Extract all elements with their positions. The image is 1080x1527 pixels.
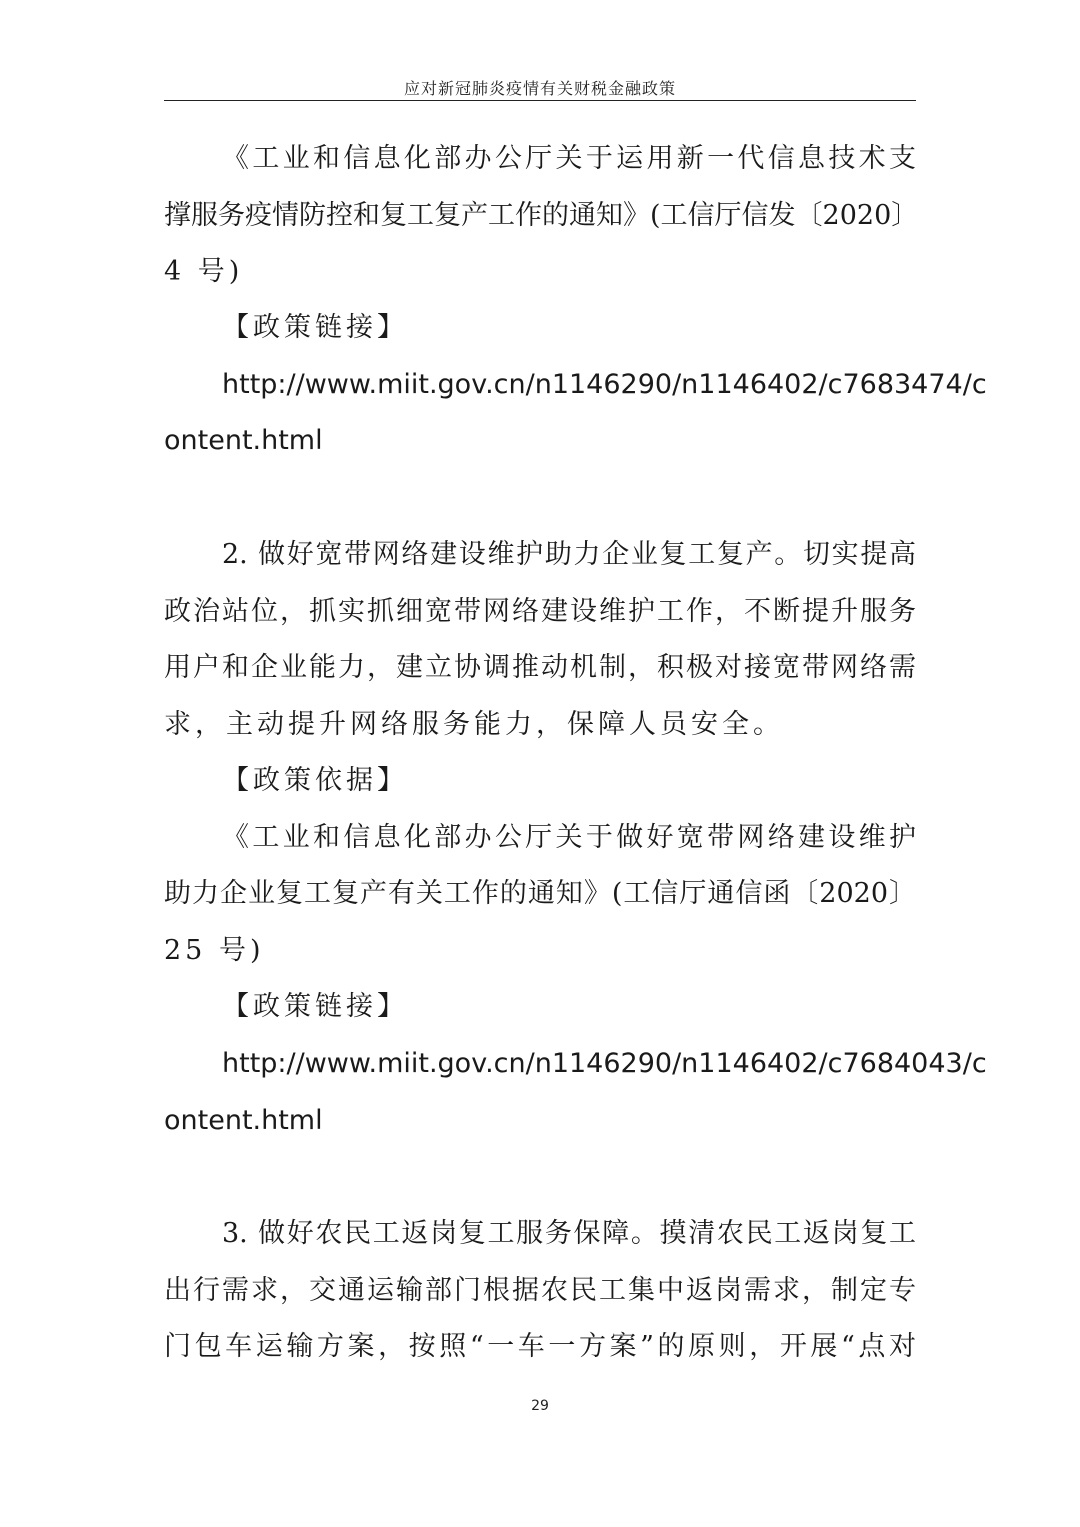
policy-link-url[interactable]: http://www.miit.gov.cn/n1146290/n1146402/c7683474/c bbox=[222, 369, 987, 400]
policy-basis-line: 25 号) bbox=[164, 935, 265, 966]
paragraph-line: 政治站位，抓实抓细宽带网络建设维护工作，不断提升服务 bbox=[164, 596, 916, 627]
policy-basis-heading: 【政策依据】 bbox=[222, 765, 408, 796]
policy-basis-line: 撑服务疫情防控和复工复产工作的通知》(工信厅信发〔2020〕 bbox=[164, 200, 919, 231]
paragraph-line: 3. 做好农民工返岗复工服务保障。摸清农民工返岗复工 bbox=[222, 1218, 916, 1249]
paragraph-line: 出行需求，交通运输部门根据农民工集中返岗需求，制定专 bbox=[164, 1275, 916, 1306]
policy-link-url[interactable]: http://www.miit.gov.cn/n1146290/n1146402/c7684043/c bbox=[222, 1048, 987, 1079]
paragraph-line: 2. 做好宽带网络建设维护助力企业复工复产。切实提高 bbox=[222, 539, 916, 570]
policy-basis-line: 助力企业复工复产有关工作的通知》(工信厅通信函〔2020〕 bbox=[164, 878, 916, 909]
paragraph-line: 门包车运输方案，按照“一车一方案”的原则，开展“点对 bbox=[164, 1331, 916, 1362]
policy-link-heading: 【政策链接】 bbox=[222, 991, 408, 1022]
running-header: 应对新冠肺炎疫情有关财税金融政策 bbox=[403, 79, 676, 98]
policy-link-heading: 【政策链接】 bbox=[222, 312, 408, 343]
policy-basis-line: 《工业和信息化部办公厅关于做好宽带网络建设维护 bbox=[222, 822, 916, 853]
policy-basis-line: 4 号) bbox=[164, 256, 244, 287]
paragraph-line: 求，主动提升网络服务能力，保障人员安全。 bbox=[164, 709, 784, 740]
page-number: 29 bbox=[531, 1398, 549, 1414]
paragraph-line: 用户和企业能力，建立协调推动机制，积极对接宽带网络需 bbox=[164, 652, 916, 683]
policy-link-url[interactable]: ontent.html bbox=[164, 1105, 323, 1136]
policy-link-url[interactable]: ontent.html bbox=[164, 425, 323, 456]
policy-basis-line: 《工业和信息化部办公厅关于运用新一代信息技术支 bbox=[222, 143, 916, 174]
header-divider bbox=[164, 100, 916, 101]
